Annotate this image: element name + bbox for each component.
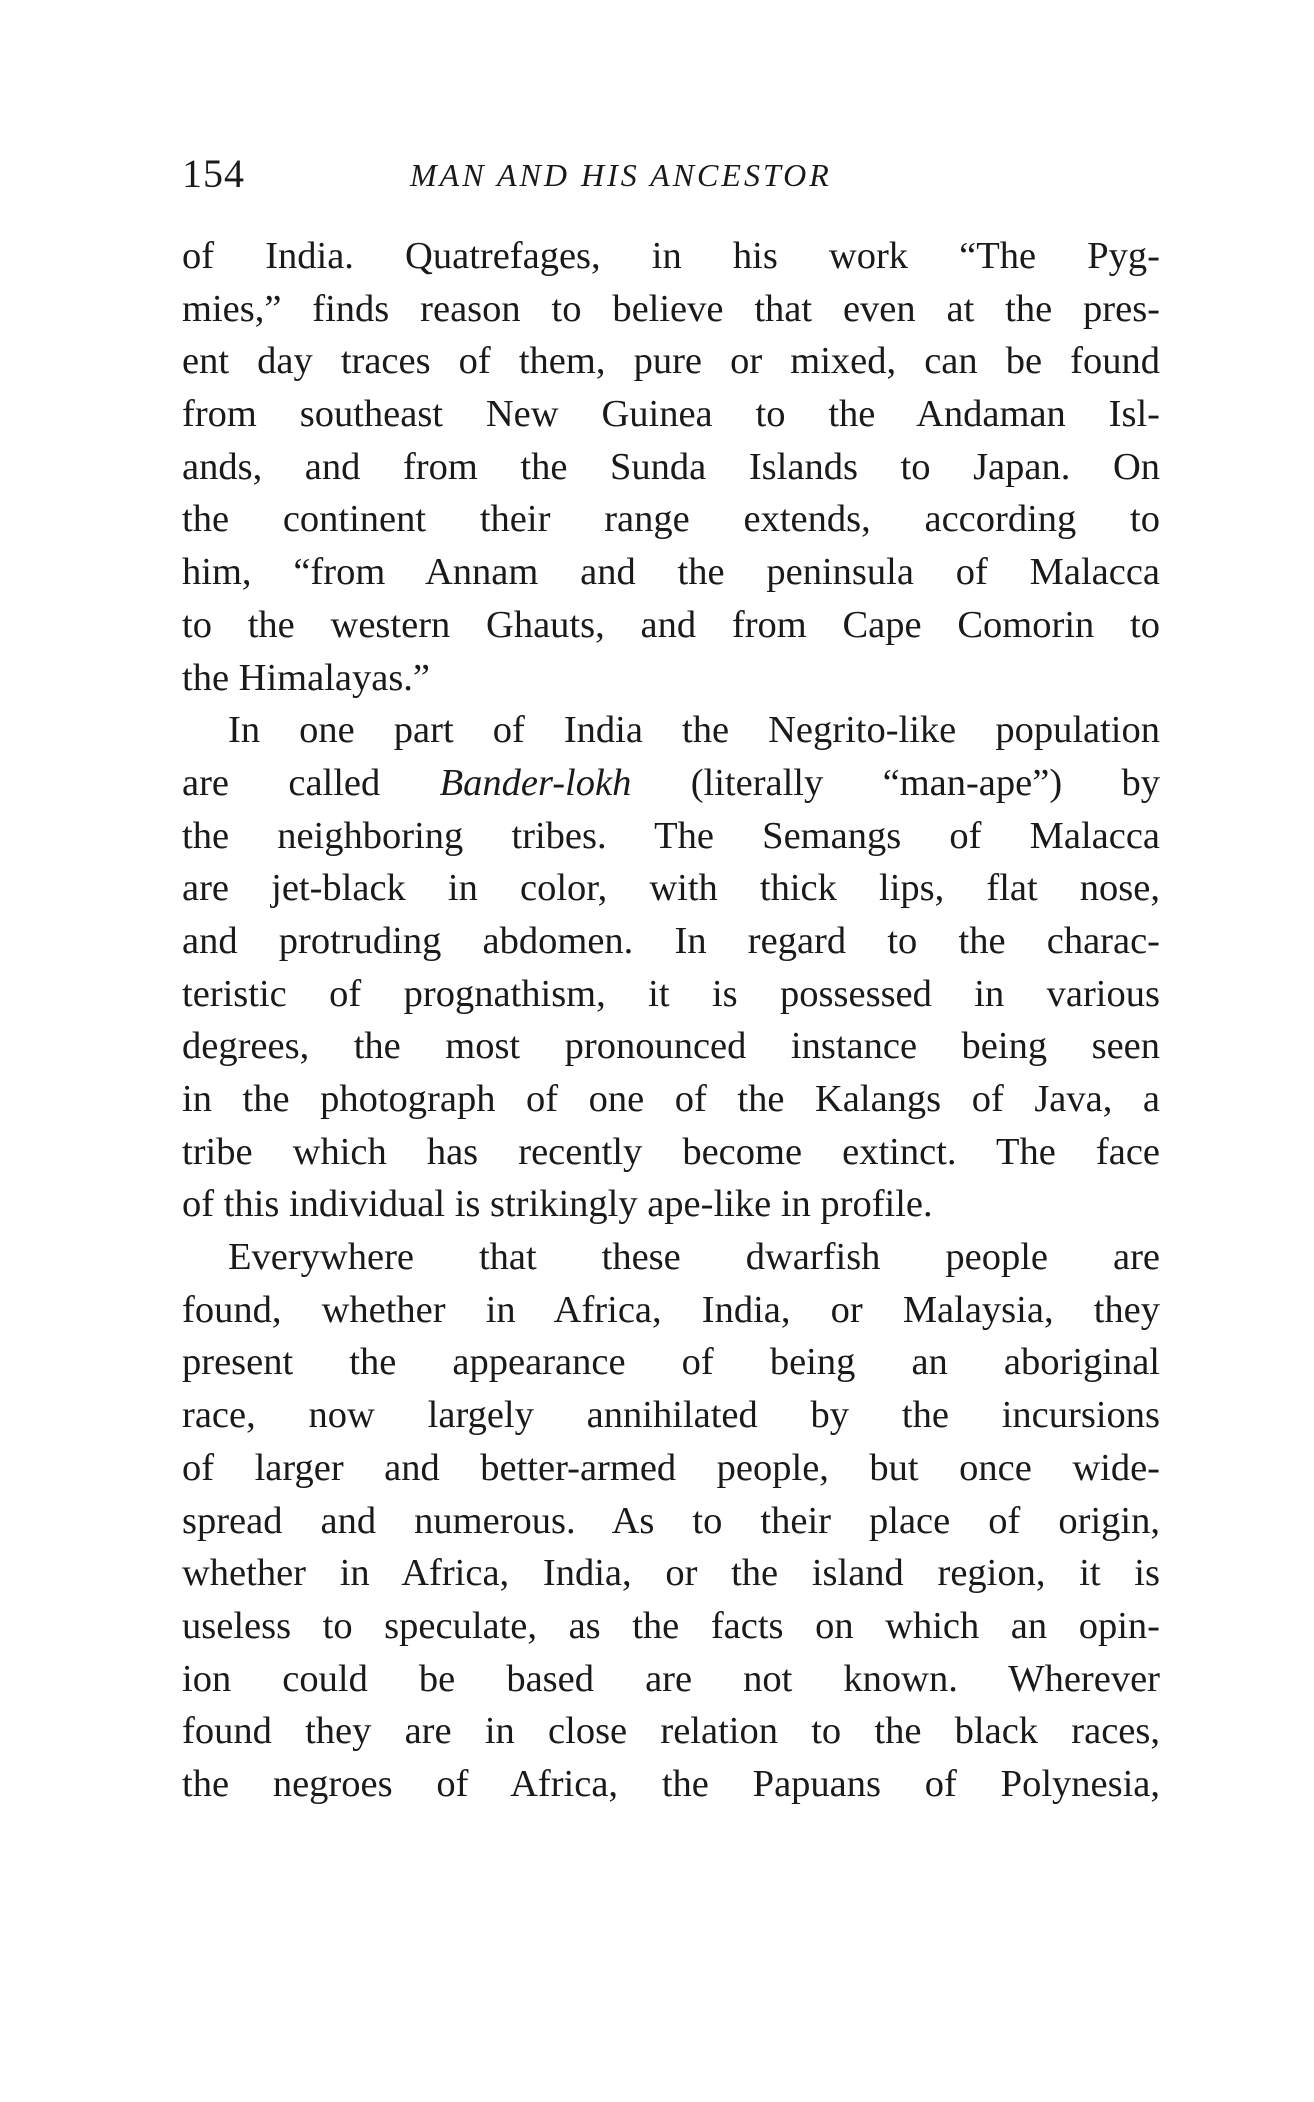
text-line: from southeast New Guinea to the Andaman Isl- [182,393,1160,436]
text-line: the neighboring tribes. The Semangs of Malacca [182,814,1160,857]
text-line: spread and numerous. As to their place of origin, [182,1499,1160,1542]
body-text [182,230,1160,1811]
text-line: of India. Quatrefages, in his work “The Pyg- [182,235,1160,277]
text-line-paragraph-start: Everywhere that these dwarfish people are [228,1236,1160,1279]
text-line: of this individual is strikingly ape-like in profile. [182,1183,933,1226]
text-line: him, “from Annam and the peninsula of Malacca [182,551,1160,594]
running-title: MAN AND HIS ANCESTOR [410,157,832,193]
text-line: the Himalayas.” [182,656,431,699]
text-line: the negroes of Africa, the Papuans of Polynesia, [182,1762,1160,1805]
text-line: useless to speculate, as the facts on which an opin- [182,1604,1160,1647]
text-line: whether in Africa, India, or the island region, it is [182,1552,1160,1595]
text-line: teristic of prognathism, it is possessed in various [182,972,1160,1015]
text-line: the continent their range extends, according to [182,498,1160,541]
text-line: are jet-black in color, with thick lips, flat nose, [182,867,1160,910]
text-fragment: are called [182,761,440,804]
italic-term: Bander-lokh [439,761,632,804]
text-line: degrees, the most pronounced instance being seen [182,1025,1160,1068]
text-line: ion could be based are not known. Wherever [182,1657,1160,1700]
text-line: in the photograph of one of the Kalangs of Java, a [182,1078,1160,1120]
text-line: to the western Ghauts, and from Cape Comorin to [182,603,1160,646]
text-line: found, whether in Africa, India, or Malaysia, they [182,1288,1160,1331]
text-fragment: (literally “man-ape”) by [690,761,1161,804]
text-line: of larger and better-armed people, but once wide- [182,1446,1160,1489]
text-line [182,757,1160,810]
running-head [182,146,1162,206]
text-line: mies,” finds reason to believe that even at the pres- [182,287,1160,330]
text-line: ent day traces of them, pure or mixed, can be found [182,340,1160,383]
text-line: ands, and from the Sunda Islands to Japan. On [182,445,1160,488]
text-line-paragraph-start: In one part of India the Negrito-like population [228,709,1160,752]
text-line: race, now largely annihilated by the incursions [182,1394,1160,1437]
text-line: present the appearance of being an aboriginal [182,1341,1160,1384]
page-number: 154 [182,151,245,196]
text-line: and protruding abdomen. In regard to the charac- [182,919,1160,962]
text-line: tribe which has recently become extinct. The face [182,1130,1160,1173]
text-line: found they are in close relation to the black races, [182,1710,1160,1753]
